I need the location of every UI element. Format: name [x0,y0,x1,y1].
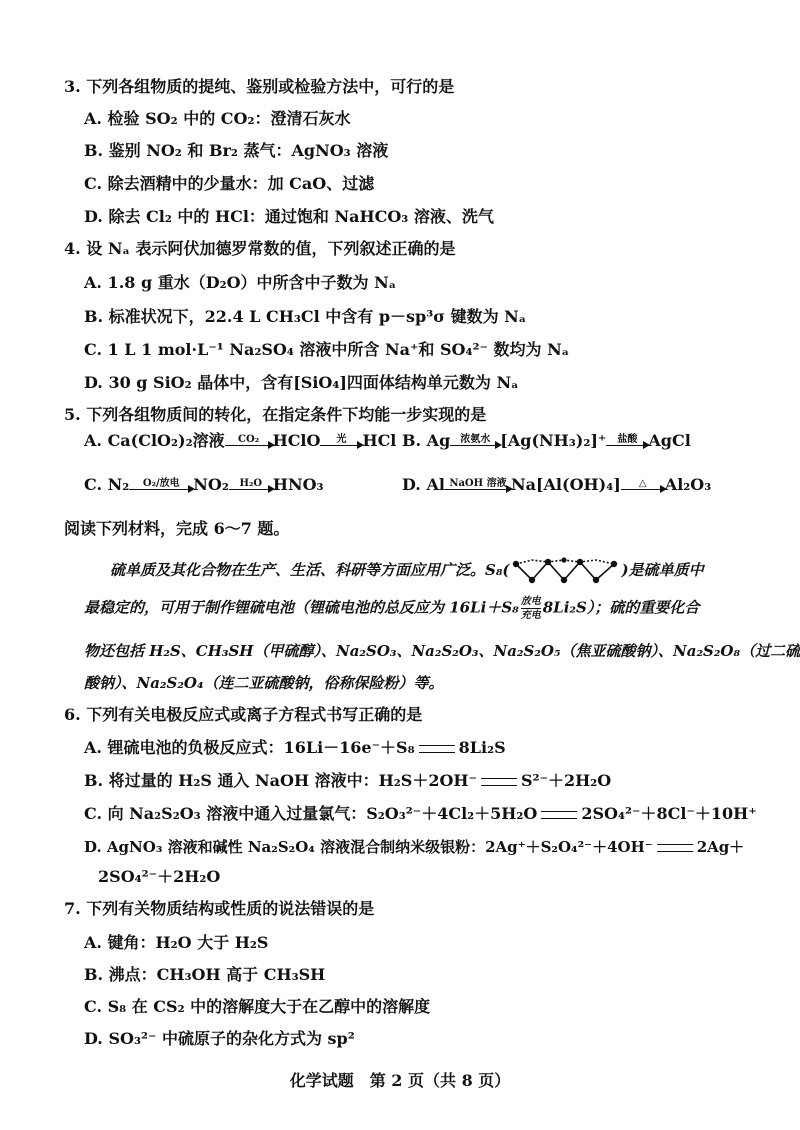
reaction-arrow [129,478,193,496]
q6-option-a [84,737,506,759]
q5-option-d [402,474,711,508]
reversible-condition [521,596,541,621]
q5-c-cond-2: H₂O [239,478,263,489]
reaction-arrow [445,478,511,496]
q6-stem: 6. 下列有关电极反应式或离子方程式书写正确的是 [64,705,423,724]
reading-p2-a: 最稳定的，可用于制作锂硫电池（锂硫电池的总反应为 16Li＋S₈ [84,598,519,617]
reading-intro: 阅读下列材料，完成 6～7 题。 [64,519,290,538]
q6-option-d-cont: 2SO₄²⁻＋2H₂O [98,867,221,886]
q3-option-b: B. 鉴别 NO₂ 和 Br₂ 蒸气：AgNO₃ 溶液 [84,141,389,160]
q5-option-a [84,430,396,464]
q6-option-d [84,836,744,858]
q6-option-c [84,803,757,825]
reaction-arrow [606,434,648,452]
equals-sign-icon [541,811,577,819]
q5-option-c [84,474,324,508]
q5-a-species-3: HCl [362,431,397,450]
reading-p1-a: 硫单质及其化合物在生产、生活、科研等方面应用广泛。S₈( [110,561,510,579]
q6-option-b [84,770,611,792]
reading-p2-bot: 充电 [520,610,541,621]
q5-option-b [402,430,691,464]
q5-a-cond-2: 光 [336,434,347,445]
s8-ring-structure-icon [510,554,622,588]
reading-p2-b: 8Li₂S）；硫的重要化合 [542,598,700,617]
q5-d-species-1: Al [426,475,445,494]
q6-d-left: D. AgNO₃ 溶液和碱性 Na₂S₂O₄ 溶液混合制纳米级银粉：2Ag⁺＋S₂O₄²⁻＋4OH⁻ [84,838,653,856]
reading-p2-top: 放电 [520,596,541,607]
q4-option-b: B. 标准状况下，22.4 L CH₃Cl 中含有 p－sp³σ 键数为 Nₐ [84,307,527,326]
reading-paragraph-line-4: 酸钠）、Na₂S₂O₄（连二亚硫酸钠，俗称保险粉）等。 [84,674,444,692]
equals-sign-icon [419,745,455,753]
reaction-arrow [621,478,665,496]
page-footer: 化学试题 第 2 页（共 8 页） [289,1071,511,1090]
equals-sign-icon [481,778,517,786]
q5-b-label: B. [402,431,422,450]
q6-c-left: C. 向 Na₂S₂O₃ 溶液中通入过量氯气：S₂O₃²⁻＋4Cl₂＋5H₂O [84,804,538,823]
q4-option-d: D. 30 g SiO₂ 晶体中，含有[SiO₄]四面体结构单元数为 Nₐ [84,373,519,392]
q5-b-species-2: [Ag(NH₃)₂]⁺ [500,431,607,450]
q7-option-a: A. 键角：H₂O 大于 H₂S [84,933,269,952]
q5-a-cond-1: CO₂ [238,434,260,445]
reaction-arrow [320,434,362,452]
q3-option-d: D. 除去 Cl₂ 中的 HCl：通过饱和 NaHCO₃ 溶液、洗气 [84,207,494,226]
q5-d-species-2: Na[Al(OH)₄] [510,475,621,494]
q7-option-b: B. 沸点：CH₃OH 高于 CH₃SH [84,965,326,984]
q5-c-species-1: N₂ [107,475,130,494]
q5-c-species-2: NO₂ [193,475,229,494]
q5-d-cond-2: △ [638,478,647,489]
q5-c-species-3: HNO₃ [272,475,324,494]
reaction-arrow [450,434,500,452]
reading-paragraph-line-3: 物还包括 H₂S、CH₃SH（甲硫醇）、Na₂SO₃、Na₂S₂O₃、Na₂S₂O₅（焦亚硫酸钠）、Na₂S₂O₈（过二硫 [84,642,800,660]
q6-b-left: B. 将过量的 H₂S 通入 NaOH 溶液中：H₂S＋2OH⁻ [84,771,477,790]
q3-option-a: A. 检验 SO₂ 中的 CO₂：澄清石灰水 [84,109,351,128]
q6-b-right: S²⁻＋2H₂O [521,771,612,790]
q5-d-cond-1: NaOH 溶液 [449,478,507,489]
q4-option-a: A. 1.8 g 重水（D₂O）中所含中子数为 Nₐ [84,273,397,292]
q4-option-c: C. 1 L 1 mol·L⁻¹ Na₂SO₄ 溶液中所含 Na⁺和 SO₄²⁻ 数均为 Nₐ [84,340,570,359]
reaction-arrow [229,478,273,496]
q6-d-right: 2Ag＋ [696,838,745,856]
q5-b-cond-2: 盐酸 [617,434,638,445]
q7-option-d: D. SO₃²⁻ 中硫原子的杂化方式为 sp² [84,1029,355,1048]
q5-a-label: A. [84,431,102,450]
q5-a-species-2: HClO [272,431,321,450]
reading-p1-b: )是硫单质中 [621,561,704,579]
q5-d-label: D. [402,475,421,494]
q5-b-cond-1: 浓氨水 [460,434,491,445]
equals-sign-icon [657,844,693,852]
q7-option-c: C. S₈ 在 CS₂ 中的溶解度大于在乙醇中的溶解度 [84,997,431,1016]
reaction-arrow [225,434,273,452]
q5-a-species-1: Ca(ClO₂)₂溶液 [107,431,225,450]
q5-b-species-1: Ag [426,431,451,450]
q6-c-right: 2SO₄²⁻＋8Cl⁻＋10H⁺ [581,804,757,823]
reading-paragraph-line-1 [110,554,704,584]
q5-d-species-3: Al₂O₃ [664,475,712,494]
q6-a-right: 8Li₂S [458,738,506,757]
q6-a-left: A. 锂硫电池的负极反应式：16Li－16e⁻＋S₈ [84,738,415,757]
q3-stem: 3. 下列各组物质的提纯、鉴别或检验方法中，可行的是 [64,77,455,96]
q4-stem: 4. 设 Nₐ 表示阿伏加德罗常数的值，下列叙述正确的是 [64,239,456,258]
reading-paragraph-line-2 [84,596,699,626]
q5-b-species-3: AgCl [648,431,691,450]
q5-c-label: C. [84,475,103,494]
q3-option-c: C. 除去酒精中的少量水：加 CaO、过滤 [84,174,375,193]
q5-stem: 5. 下列各组物质间的转化，在指定条件下均能一步实现的是 [64,405,487,424]
q7-stem: 7. 下列有关物质结构或性质的说法错误的是 [64,899,375,918]
q5-c-cond-1: O₂/放电 [142,478,180,489]
